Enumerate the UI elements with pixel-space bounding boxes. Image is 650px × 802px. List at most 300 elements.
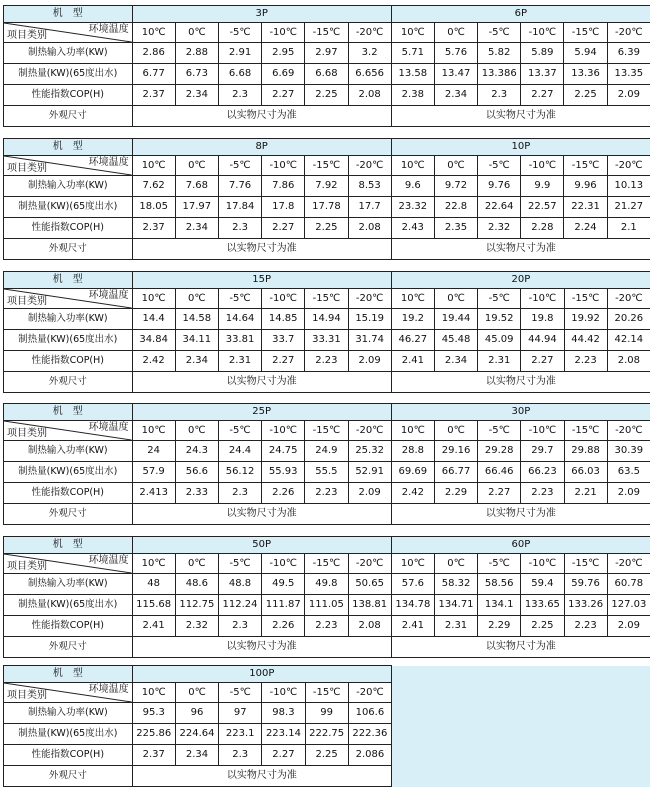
value-cell: 106.6 [348,703,391,724]
value-cell: 2.34 [175,745,218,766]
heat-output-row [4,64,650,85]
temperature-cell: -20℃ [348,23,391,43]
value-cell: 6.73 [175,64,218,85]
value-cell: 63.5 [607,462,650,483]
temperature-cell: -10℃ [521,23,564,43]
value-cell: 24.75 [262,441,305,462]
value-cell: 59.4 [521,574,564,595]
value-cell: 48.6 [175,574,218,595]
temperature-cell: 10℃ [132,23,175,43]
value-cell: 45.48 [434,330,477,351]
value-cell: 2.34 [175,351,218,372]
row-label: 制热输入功率(KW) [4,176,133,197]
value-cell: 42.14 [607,330,650,351]
heat-output-row [4,462,650,483]
value-cell: 2.09 [607,483,650,504]
value-cell: 66.23 [521,462,564,483]
value-cell: 2.34 [175,218,218,239]
value-cell: 21.27 [607,197,650,218]
value-cell: 66.77 [434,462,477,483]
appearance-value: 以实物尺寸为准 [132,766,391,787]
value-cell: 22.57 [521,197,564,218]
value-cell: 2.41 [391,351,434,372]
model-label: 机 型 [4,666,133,683]
temperature-cell: 0℃ [434,554,477,574]
temperature-cell: -20℃ [607,289,650,309]
model-name: 10P [391,139,650,156]
heat-output-row [4,197,650,218]
model-name: 25P [132,404,391,421]
value-cell: 66.46 [478,462,521,483]
row-label: 制热输入功率(KW) [4,703,133,724]
diagonal-header-cell [4,554,133,574]
value-cell: 9.72 [434,176,477,197]
temperature-cell: -20℃ [607,23,650,43]
value-cell: 115.68 [132,595,175,616]
appearance-value: 以实物尺寸为准 [391,106,650,127]
temperature-cell: -15℃ [305,156,348,176]
spec-table [3,403,650,525]
temperature-cell: 10℃ [132,421,175,441]
value-cell: 57.9 [132,462,175,483]
value-cell: 2.3 [218,483,261,504]
value-cell: 2.08 [348,616,391,637]
diagonal-header-cell [4,289,133,309]
item-category-label: 项目类别 [7,428,47,439]
row-label: 制热量(KW)(65度出水) [4,462,133,483]
value-cell: 2.09 [348,351,391,372]
value-cell: 29.28 [478,441,521,462]
value-cell: 13.37 [521,64,564,85]
value-cell: 13.47 [434,64,477,85]
appearance-value: 以实物尺寸为准 [132,504,391,525]
value-cell: 23.32 [391,197,434,218]
temperature-cell: -20℃ [348,421,391,441]
value-cell: 97 [219,703,262,724]
value-cell: 22.64 [478,197,521,218]
row-label: 性能指数COP(H) [4,218,133,239]
row-label: 性能指数COP(H) [4,85,133,106]
value-cell: 56.6 [175,462,218,483]
value-cell: 2.086 [348,745,391,766]
power-input-row [4,574,650,595]
value-cell: 52.91 [348,462,391,483]
value-cell: 33.7 [262,330,305,351]
appearance-label: 外观尺寸 [4,766,133,787]
temperature-cell: -10℃ [262,156,305,176]
value-cell: 2.09 [607,616,650,637]
value-cell: 2.41 [132,616,175,637]
value-cell: 2.43 [391,218,434,239]
value-cell: 98.3 [262,703,305,724]
value-cell: 6.39 [607,43,650,64]
value-cell: 48.8 [218,574,261,595]
value-cell: 7.68 [175,176,218,197]
value-cell: 2.91 [218,43,261,64]
temperature-cell: 0℃ [434,289,477,309]
diagonal-header-cell [4,156,133,176]
value-cell: 225.86 [132,724,175,745]
value-cell: 22.8 [434,197,477,218]
temperature-cell: 0℃ [175,156,218,176]
temperature-cell: -10℃ [262,23,305,43]
value-cell: 6.77 [132,64,175,85]
diagonal-header-cell [4,421,133,441]
item-category-label: 项目类别 [7,690,47,701]
heat-output-row [4,330,650,351]
value-cell: 2.23 [521,483,564,504]
value-cell: 69.69 [391,462,434,483]
value-cell: 17.8 [262,197,305,218]
value-cell: 223.1 [219,724,262,745]
value-cell: 2.34 [434,85,477,106]
value-cell: 134.1 [478,595,521,616]
value-cell: 2.27 [262,85,305,106]
row-label: 制热量(KW)(65度出水) [4,197,133,218]
value-cell: 2.3 [218,85,261,106]
temperature-cell: -10℃ [262,421,305,441]
value-cell: 7.62 [132,176,175,197]
value-cell: 2.26 [262,483,305,504]
value-cell: 2.32 [175,616,218,637]
temperature-cell: 10℃ [132,683,175,703]
value-cell: 222.36 [348,724,391,745]
value-cell: 22.31 [564,197,607,218]
value-cell: 2.42 [391,483,434,504]
value-cell: 2.23 [305,616,348,637]
value-cell: 33.81 [218,330,261,351]
value-cell: 223.14 [262,724,305,745]
temperature-cell: -5℃ [218,421,261,441]
temperature-cell: -20℃ [607,554,650,574]
value-cell: 66.03 [564,462,607,483]
cop-row [4,351,650,372]
env-temp-label: 环境温度 [88,555,129,566]
temperature-cell: -15℃ [305,421,348,441]
value-cell: 13.58 [391,64,434,85]
appearance-value: 以实物尺寸为准 [132,372,391,393]
value-cell: 112.24 [218,595,261,616]
value-cell: 46.27 [391,330,434,351]
temperature-cell: -5℃ [478,554,521,574]
value-cell: 7.92 [305,176,348,197]
value-cell: 222.75 [305,724,348,745]
temperature-cell: -10℃ [521,554,564,574]
value-cell: 30.39 [607,441,650,462]
value-cell: 2.97 [305,43,348,64]
value-cell: 2.3 [218,616,261,637]
value-cell: 133.26 [564,595,607,616]
appearance-value: 以实物尺寸为准 [132,239,391,260]
value-cell: 2.26 [262,616,305,637]
temperature-cell: -10℃ [521,421,564,441]
temperature-cell: -20℃ [348,554,391,574]
value-cell: 57.6 [391,574,434,595]
row-label: 制热输入功率(KW) [4,309,133,330]
value-cell: 138.81 [348,595,391,616]
appearance-label: 外观尺寸 [4,637,133,658]
value-cell: 58.56 [478,574,521,595]
temperature-cell: 0℃ [434,156,477,176]
value-cell: 60.78 [607,574,650,595]
value-cell: 17.7 [348,197,391,218]
model-name: 20P [391,272,650,289]
spec-table [3,271,650,393]
value-cell: 127.03 [607,595,650,616]
value-cell: 2.28 [521,218,564,239]
value-cell: 7.76 [218,176,261,197]
value-cell: 2.41 [391,616,434,637]
value-cell: 14.64 [218,309,261,330]
value-cell: 10.13 [607,176,650,197]
appearance-label: 外观尺寸 [4,239,133,260]
empty-area [392,666,650,787]
temperature-cell: -20℃ [348,289,391,309]
value-cell: 2.38 [391,85,434,106]
env-temp-label: 环境温度 [88,684,129,695]
temperature-cell: -15℃ [305,289,348,309]
model-name: 60P [391,537,650,554]
temperature-cell: -5℃ [478,289,521,309]
temperature-cell: 0℃ [434,23,477,43]
value-cell: 49.5 [262,574,305,595]
row-label: 制热输入功率(KW) [4,43,133,64]
row-label: 制热量(KW)(65度出水) [4,64,133,85]
temperature-cell: -5℃ [478,23,521,43]
temperature-cell: 0℃ [175,23,218,43]
value-cell: 13.36 [564,64,607,85]
value-cell: 19.8 [521,309,564,330]
spec-table [3,536,650,658]
value-cell: 9.9 [521,176,564,197]
temperature-cell: 10℃ [132,156,175,176]
value-cell: 112.75 [175,595,218,616]
value-cell: 2.31 [218,351,261,372]
value-cell: 19.52 [478,309,521,330]
value-cell: 2.34 [175,85,218,106]
temperature-cell: 0℃ [175,421,218,441]
temperature-cell: -10℃ [521,156,564,176]
cop-row [4,218,650,239]
value-cell: 49.8 [305,574,348,595]
row-label: 制热输入功率(KW) [4,574,133,595]
temperature-cell: 0℃ [175,554,218,574]
temperature-cell: 10℃ [391,554,434,574]
value-cell: 5.89 [521,43,564,64]
appearance-row [4,239,650,260]
value-cell: 14.94 [305,309,348,330]
model-name: 8P [132,139,391,156]
value-cell: 17.97 [175,197,218,218]
item-category-label: 项目类别 [7,30,47,41]
value-cell: 2.23 [564,351,607,372]
appearance-value: 以实物尺寸为准 [132,106,391,127]
value-cell: 2.413 [132,483,175,504]
appearance-row [4,372,650,393]
value-cell: 14.58 [175,309,218,330]
model-name: 30P [391,404,650,421]
value-cell: 17.78 [305,197,348,218]
item-category-label: 项目类别 [7,296,47,307]
value-cell: 29.88 [564,441,607,462]
temperature-cell: -15℃ [564,554,607,574]
appearance-label: 外观尺寸 [4,372,133,393]
temperature-cell: -20℃ [607,156,650,176]
value-cell: 13.386 [478,64,521,85]
value-cell: 50.65 [348,574,391,595]
temperature-cell: -15℃ [564,156,607,176]
diagonal-header-cell [4,23,133,43]
value-cell: 2.09 [348,483,391,504]
value-cell: 2.3 [218,218,261,239]
spec-table [3,138,650,260]
env-temp-label: 环境温度 [88,24,129,35]
value-cell: 2.86 [132,43,175,64]
value-cell: 111.05 [305,595,348,616]
row-label: 性能指数COP(H) [4,483,133,504]
temperature-cell: -10℃ [262,554,305,574]
model-label: 机 型 [4,6,133,23]
spec-table [3,5,650,127]
value-cell: 18.05 [132,197,175,218]
temperature-cell: -5℃ [478,421,521,441]
value-cell: 13.35 [607,64,650,85]
value-cell: 19.2 [391,309,434,330]
value-cell: 2.08 [348,218,391,239]
value-cell: 3.2 [348,43,391,64]
value-cell: 24.9 [305,441,348,462]
temperature-cell: -5℃ [219,683,262,703]
row-label: 性能指数COP(H) [4,351,133,372]
appearance-value: 以实物尺寸为准 [391,504,650,525]
value-cell: 7.86 [262,176,305,197]
value-cell: 5.82 [478,43,521,64]
value-cell: 2.3 [219,745,262,766]
value-cell: 2.32 [478,218,521,239]
value-cell: 2.31 [434,616,477,637]
env-temp-label: 环境温度 [88,422,129,433]
value-cell: 2.37 [132,85,175,106]
value-cell: 59.76 [564,574,607,595]
appearance-value: 以实物尺寸为准 [391,239,650,260]
value-cell: 2.23 [305,483,348,504]
value-cell: 48 [132,574,175,595]
value-cell: 25.32 [348,441,391,462]
value-cell: 133.65 [521,595,564,616]
temperature-cell: -5℃ [218,156,261,176]
value-cell: 29.16 [434,441,477,462]
value-cell: 2.33 [175,483,218,504]
value-cell: 24.4 [218,441,261,462]
temperature-cell: 10℃ [132,289,175,309]
model-name: 6P [391,6,650,23]
temperature-cell: -15℃ [305,23,348,43]
value-cell: 55.93 [262,462,305,483]
value-cell: 29.7 [521,441,564,462]
power-input-row [4,441,650,462]
value-cell: 5.71 [391,43,434,64]
value-cell: 99 [305,703,348,724]
value-cell: 2.29 [434,483,477,504]
temperature-cell: -15℃ [305,683,348,703]
value-cell: 28.8 [391,441,434,462]
env-temp-label: 环境温度 [88,290,129,301]
value-cell: 2.27 [262,218,305,239]
value-cell: 2.3 [478,85,521,106]
temperature-cell: -10℃ [521,289,564,309]
value-cell: 19.92 [564,309,607,330]
value-cell: 14.4 [132,309,175,330]
cop-row [4,483,650,504]
value-cell: 2.88 [175,43,218,64]
power-input-row [4,43,650,64]
temperature-cell: 10℃ [132,554,175,574]
value-cell: 5.94 [564,43,607,64]
temperature-cell: 10℃ [391,421,434,441]
temperature-cell: -15℃ [564,23,607,43]
appearance-row [4,106,650,127]
value-cell: 2.95 [262,43,305,64]
appearance-value: 以实物尺寸为准 [391,637,650,658]
value-cell: 34.11 [175,330,218,351]
value-cell: 2.27 [478,483,521,504]
temperature-cell: -5℃ [218,289,261,309]
diagonal-header-cell [4,683,133,703]
value-cell: 9.6 [391,176,434,197]
value-cell: 6.69 [262,64,305,85]
value-cell: 20.26 [607,309,650,330]
value-cell: 2.08 [348,85,391,106]
value-cell: 24 [132,441,175,462]
env-temp-label: 环境温度 [88,157,129,168]
temperature-cell: 10℃ [391,156,434,176]
value-cell: 33.31 [305,330,348,351]
value-cell: 2.08 [607,351,650,372]
value-cell: 58.32 [434,574,477,595]
value-cell: 34.84 [132,330,175,351]
temperature-cell: -15℃ [564,289,607,309]
model-name: 3P [132,6,391,23]
value-cell: 2.27 [521,351,564,372]
temperature-cell: -20℃ [607,421,650,441]
temperature-cell: -5℃ [218,554,261,574]
value-cell: 2.27 [262,351,305,372]
value-cell: 2.09 [607,85,650,106]
value-cell: 2.23 [564,616,607,637]
value-cell: 134.71 [434,595,477,616]
value-cell: 44.42 [564,330,607,351]
value-cell: 44.94 [521,330,564,351]
value-cell: 2.37 [132,218,175,239]
value-cell: 2.37 [132,745,175,766]
appearance-value: 以实物尺寸为准 [391,372,650,393]
value-cell: 45.09 [478,330,521,351]
cop-row [4,85,650,106]
value-cell: 6.68 [218,64,261,85]
appearance-row [4,637,650,658]
model-name: 50P [132,537,391,554]
row-label: 制热输入功率(KW) [4,441,133,462]
value-cell: 2.25 [521,616,564,637]
value-cell: 2.34 [434,351,477,372]
heat-output-row [4,595,650,616]
value-cell: 2.42 [132,351,175,372]
model-name: 100P [132,666,391,683]
value-cell: 24.3 [175,441,218,462]
value-cell: 2.24 [564,218,607,239]
value-cell: 2.27 [262,745,305,766]
model-label: 机 型 [4,272,133,289]
